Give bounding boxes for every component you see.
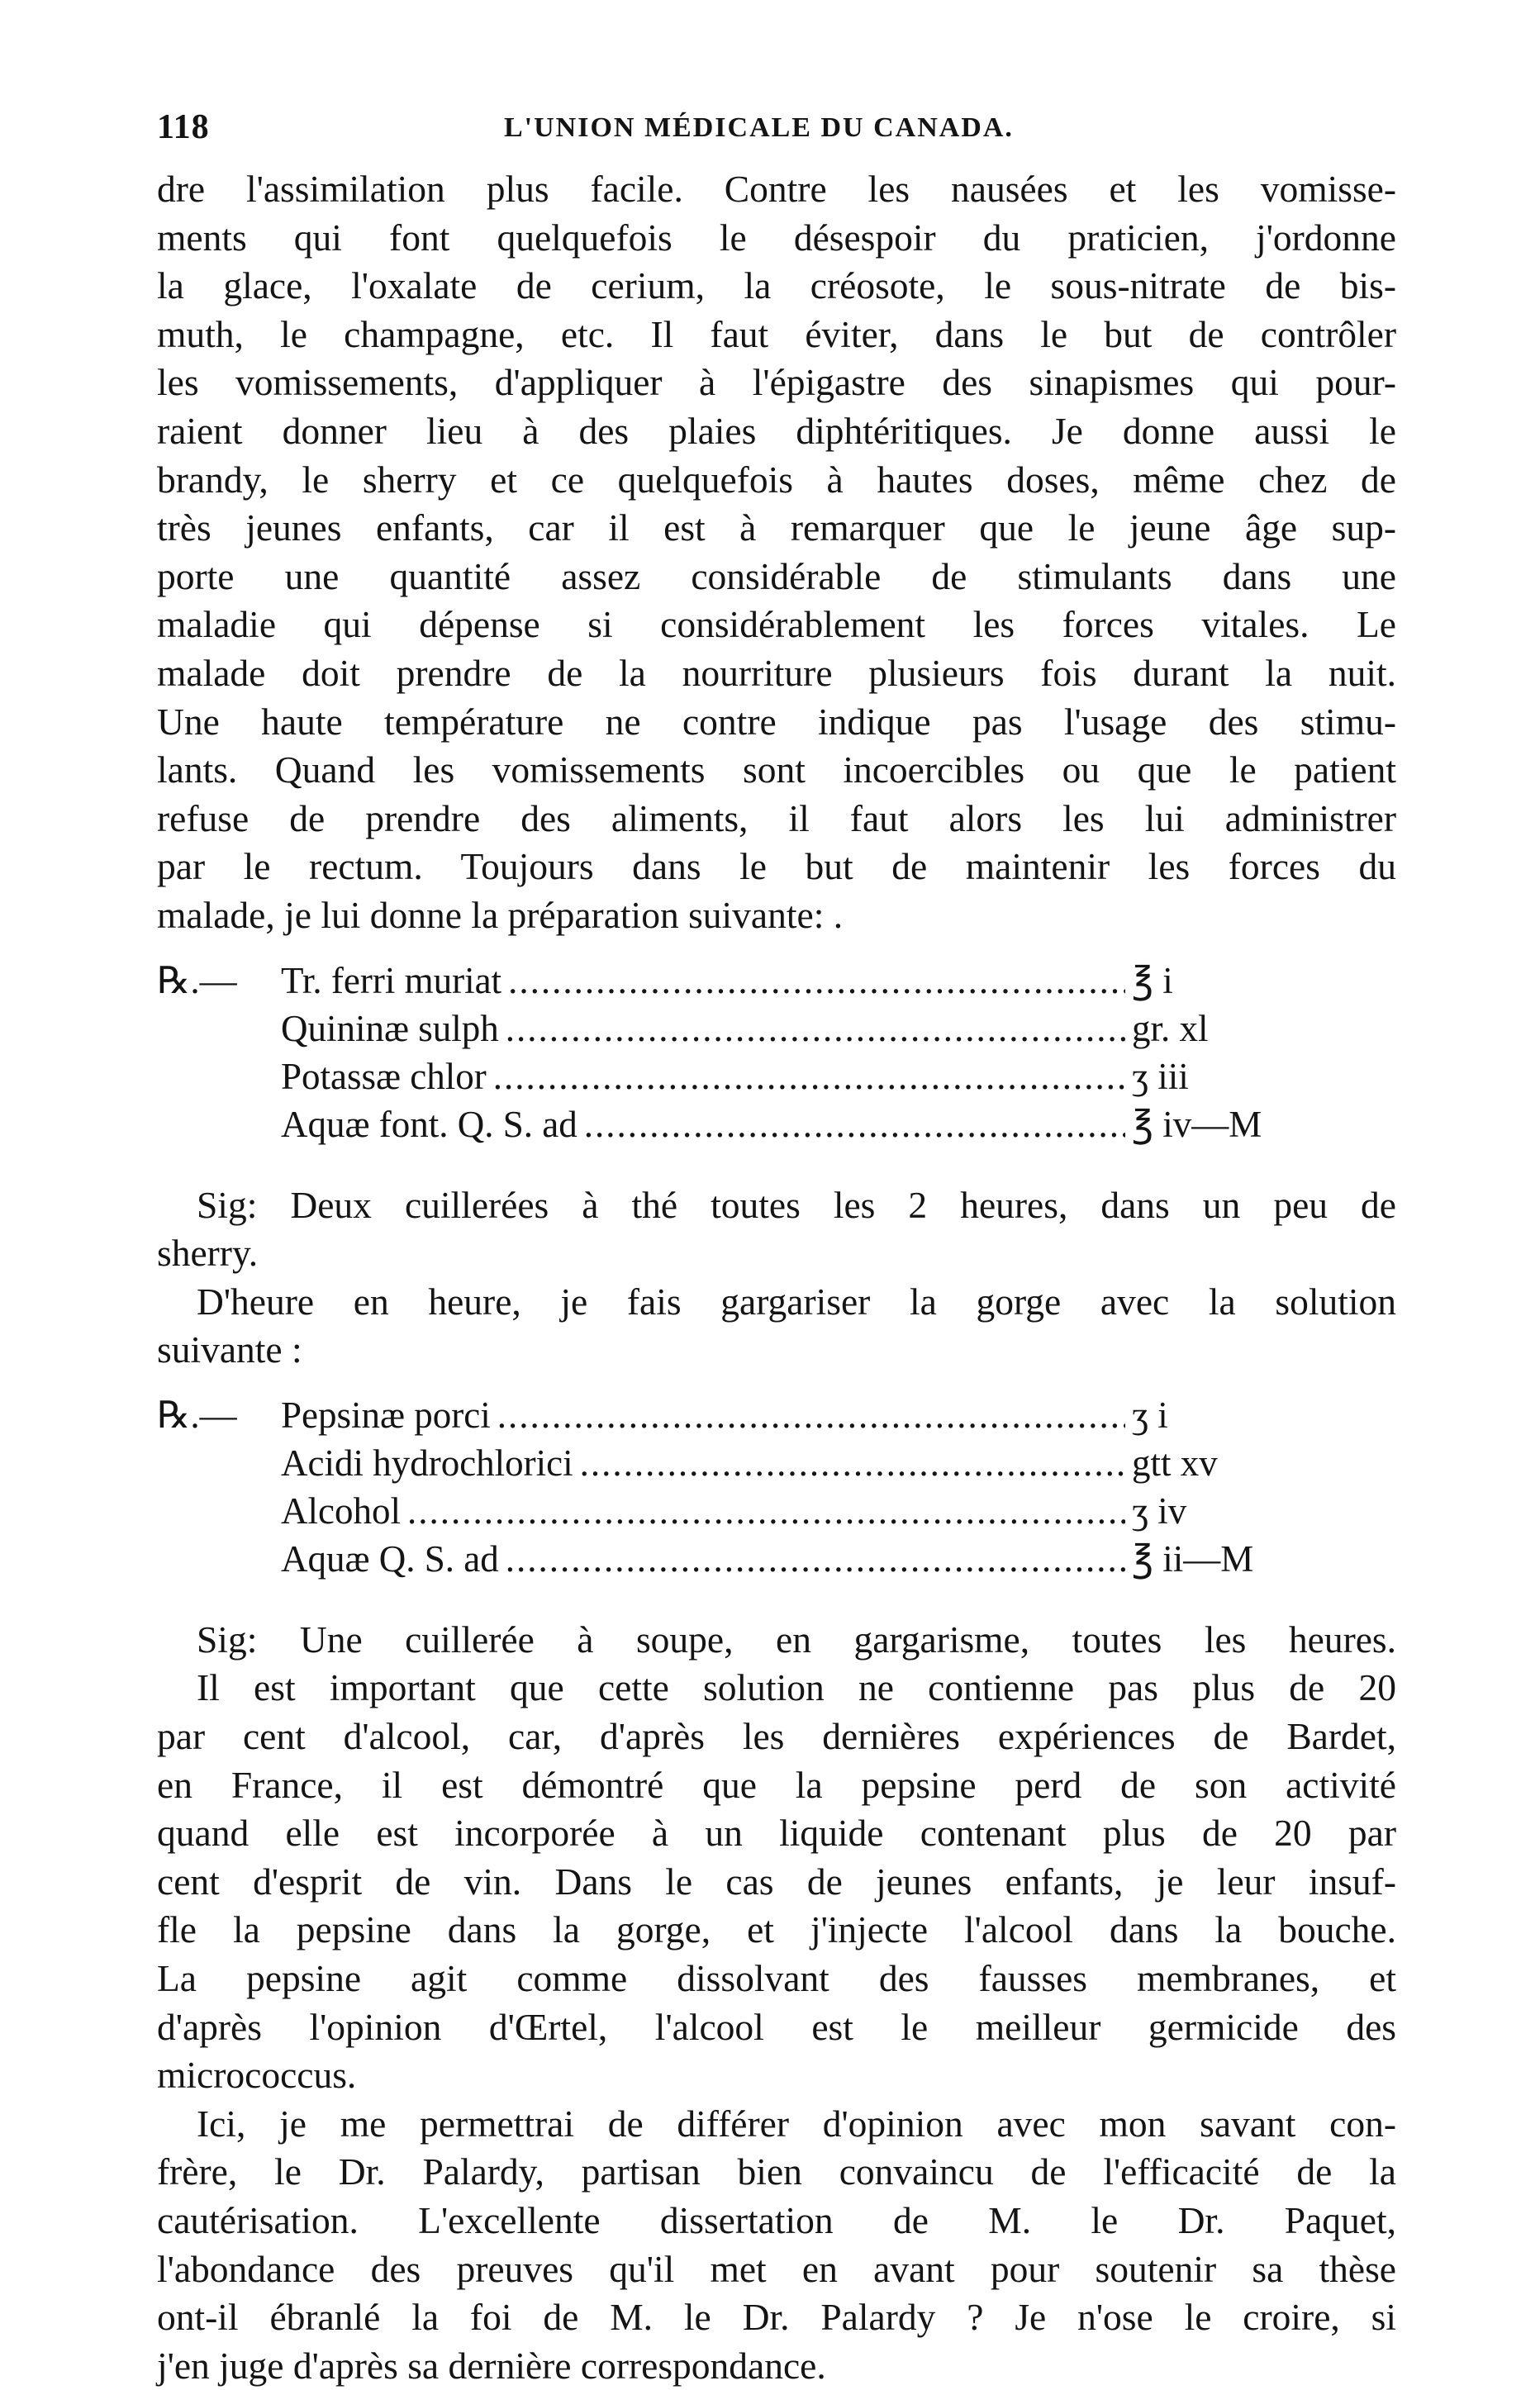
book-page (157, 107, 1396, 2390)
drug-quantity: ℥ iv—M (1132, 1103, 1262, 1145)
recipe-symbol (157, 1535, 281, 1583)
text-line: frère, le Dr. Palardy, partisan bien convaincu de l'efficacité de la (157, 2150, 1396, 2193)
drug-name: Aquæ Q. S. ad (281, 1537, 499, 1580)
text-line: muth, le champagne, etc. Il faut éviter, dans le but de contrôler (157, 312, 1396, 355)
prescription-row (157, 1535, 1297, 1583)
paragraph-4 (157, 2100, 1396, 2390)
recipe-symbol (157, 1100, 281, 1148)
prescription-row (157, 1439, 1297, 1487)
text-line: Il est important que cette solution ne contienne pas plus de 20 (197, 1666, 1396, 1709)
text-line: lants. Quand les vomissements sont incoercibles ou que le patient (157, 748, 1396, 791)
text-line: refuse de prendre des aliments, il faut alors les lui administrer (157, 796, 1396, 839)
text-line: brandy, le sherry et ce quelquefois à hautes doses, même chez de (157, 458, 1396, 501)
journal-title: L'UNION MÉDICALE DU CANADA. (504, 112, 1014, 143)
drug-name: Alcohol (281, 1490, 401, 1532)
drug-quantity: ʒ iv (1132, 1490, 1187, 1532)
text-line: l'abondance des preuves qu'il met en avant pour soutenir sa thèse (157, 2247, 1396, 2290)
running-head (157, 107, 1396, 165)
text-line: suivante : (157, 1328, 302, 1371)
drug-quantity: gtt xv (1132, 1442, 1218, 1484)
paragraph-2 (157, 1278, 1396, 1375)
text-line: La pepsine agit comme dissolvant des fausses membranes, et (157, 1957, 1396, 2000)
text-line: très jeunes enfants, car il est à remarquer que le jeune âge sup- (157, 506, 1396, 549)
text-line: dre l'assimilation plus facile. Contre les nausées et les vomisse- (157, 168, 1396, 210)
text-line: cent d'esprit de vin. Dans le cas de jeunes enfants, je leur insuf- (157, 1860, 1396, 1903)
text-line: les vomissements, d'appliquer à l'épigastre des sinapismes qui pour- (157, 361, 1396, 404)
recipe-symbol (157, 1487, 281, 1535)
text-line: Une haute température ne contre indique pas l'usage des stimu- (157, 700, 1396, 743)
text-line: cautérisation. L'excellente dissertation de M. le Dr. Paquet, (157, 2199, 1396, 2241)
drug-quantity: ℥ i (1132, 959, 1173, 1001)
leader-dots (580, 1439, 1125, 1487)
signa-2 (157, 1616, 1396, 1665)
prescription-2 (157, 1391, 1396, 1583)
leader-dots (493, 1052, 1125, 1100)
recipe-symbol: ℞.— (157, 1394, 237, 1436)
leader-dots (407, 1487, 1125, 1535)
prescription-1 (157, 957, 1396, 1148)
text-line: micrococcus. (157, 2054, 357, 2097)
drug-name: Potassæ chlor (281, 1055, 487, 1097)
text-line: fle la pepsine dans la gorge, et j'injecte l'alcool dans la bouche. (157, 1908, 1396, 1951)
text-line: maladie qui dépense si considérablement les forces vitales. Le (157, 603, 1396, 646)
drug-quantity: ʒ i (1132, 1394, 1168, 1436)
leader-dots (508, 957, 1125, 1005)
text-line: sherry. (157, 1232, 259, 1275)
text-line: la glace, l'oxalate de cerium, la créosote, le sous-nitrate de bis- (157, 264, 1396, 307)
text-line: d'après l'opinion d'Œrtel, l'alcool est le meilleur germicide des (157, 2005, 1396, 2048)
text-line: Sig: Deux cuillerées à thé toutes les 2 heures, dans un peu de (197, 1183, 1396, 1226)
prescription-row (157, 1052, 1297, 1100)
leader-dots (506, 1535, 1125, 1583)
leader-dots (497, 1391, 1125, 1439)
text-line: ments qui font quelquefois le désespoir du praticien, j'ordonne (157, 216, 1396, 259)
prescription-row (157, 1487, 1297, 1535)
text-line: j'en juge d'après sa dernière correspondance. (157, 2344, 826, 2387)
paragraph-3 (157, 1664, 1396, 2099)
prescription-row (157, 1005, 1297, 1052)
text-line: ont-il ébranlé la foi de M. le Dr. Palardy ? Je n'ose le croire, si (157, 2296, 1396, 2339)
text-line: quand elle est incorporée à un liquide contenant plus de 20 par (157, 1812, 1396, 1855)
recipe-symbol (157, 1439, 281, 1487)
text-line: par cent d'alcool, car, d'après les dernières expériences de Bardet, (157, 1715, 1396, 1758)
drug-quantity: ℥ ii—M (1132, 1537, 1254, 1580)
signa-1 (157, 1181, 1396, 1278)
drug-name: Acidi hydrochlorici (281, 1442, 573, 1484)
prescription-row (157, 1391, 1297, 1439)
text-line: en France, il est démontré que la pepsine perd de son activité (157, 1763, 1396, 1806)
recipe-symbol (157, 1005, 281, 1052)
text-line: malade, je lui donne la préparation suivante: . (157, 893, 844, 936)
text-line: raient donner lieu à des plaies diphtéritiques. Je donne aussi le (157, 409, 1396, 452)
drug-name: Aquæ font. Q. S. ad (281, 1103, 578, 1145)
drug-name: Pepsinæ porci (281, 1394, 491, 1436)
text-line: Ici, je me permettrai de différer d'opinion avec mon savant con- (197, 2102, 1396, 2145)
leader-dots (506, 1005, 1125, 1052)
prescription-row (157, 957, 1297, 1005)
text-line: malade doit prendre de la nourriture plusieurs fois durant la nuit. (157, 651, 1396, 694)
drug-quantity: ʒ iii (1132, 1055, 1189, 1097)
drug-name: Quininæ sulph (281, 1007, 499, 1049)
leader-dots (584, 1100, 1125, 1148)
prescription-row (157, 1100, 1297, 1148)
recipe-symbol: ℞.— (157, 959, 237, 1001)
drug-name: Tr. ferri muriat (281, 959, 502, 1001)
text-line: D'heure en heure, je fais gargariser la gorge avec la solution (197, 1280, 1396, 1323)
text-line: par le rectum. Toujours dans le but de maintenir les forces du (157, 845, 1396, 888)
paragraph-1 (157, 165, 1396, 940)
page-number: 118 (157, 108, 210, 146)
text-line: Sig: Une cuillerée à soupe, en gargarisme, toutes les heures. (197, 1618, 1396, 1661)
text-line: porte une quantité assez considérable de stimulants dans une (157, 554, 1396, 597)
recipe-symbol (157, 1052, 281, 1100)
drug-quantity: gr. xl (1132, 1007, 1209, 1049)
